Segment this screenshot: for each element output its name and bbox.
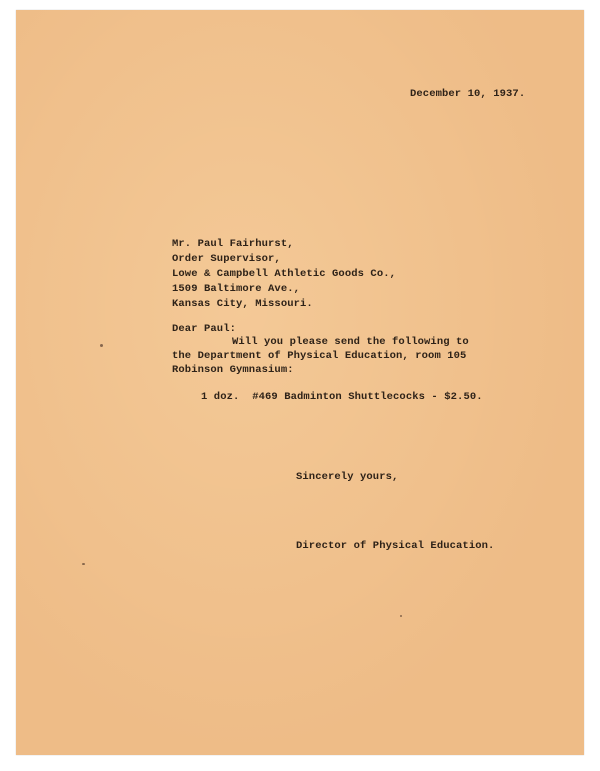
recipient-city: Kansas City, Missouri.	[172, 298, 313, 310]
salutation: Dear Paul:	[172, 323, 237, 335]
closing: Sincerely yours,	[296, 471, 399, 483]
paper-speck	[82, 563, 85, 565]
signature-title: Director of Physical Education.	[296, 540, 495, 552]
recipient-name: Mr. Paul Fairhurst,	[172, 238, 294, 250]
letter-date: December 10, 1937.	[410, 88, 526, 100]
paper-speck	[400, 615, 402, 617]
recipient-street: 1509 Baltimore Ave.,	[172, 283, 301, 295]
body-line-1: Will you please send the following to	[232, 336, 469, 348]
recipient-title: Order Supervisor,	[172, 253, 281, 265]
recipient-company: Lowe & Campbell Athletic Goods Co.,	[172, 268, 397, 280]
paper-speck	[100, 344, 103, 347]
order-item: 1 doz. #469 Badminton Shuttlecocks - $2.50.	[201, 391, 483, 403]
letter-paper	[16, 10, 584, 755]
body-line-2: the Department of Physical Education, room 105	[172, 350, 467, 362]
body-line-3: Robinson Gymnasium:	[172, 364, 294, 376]
